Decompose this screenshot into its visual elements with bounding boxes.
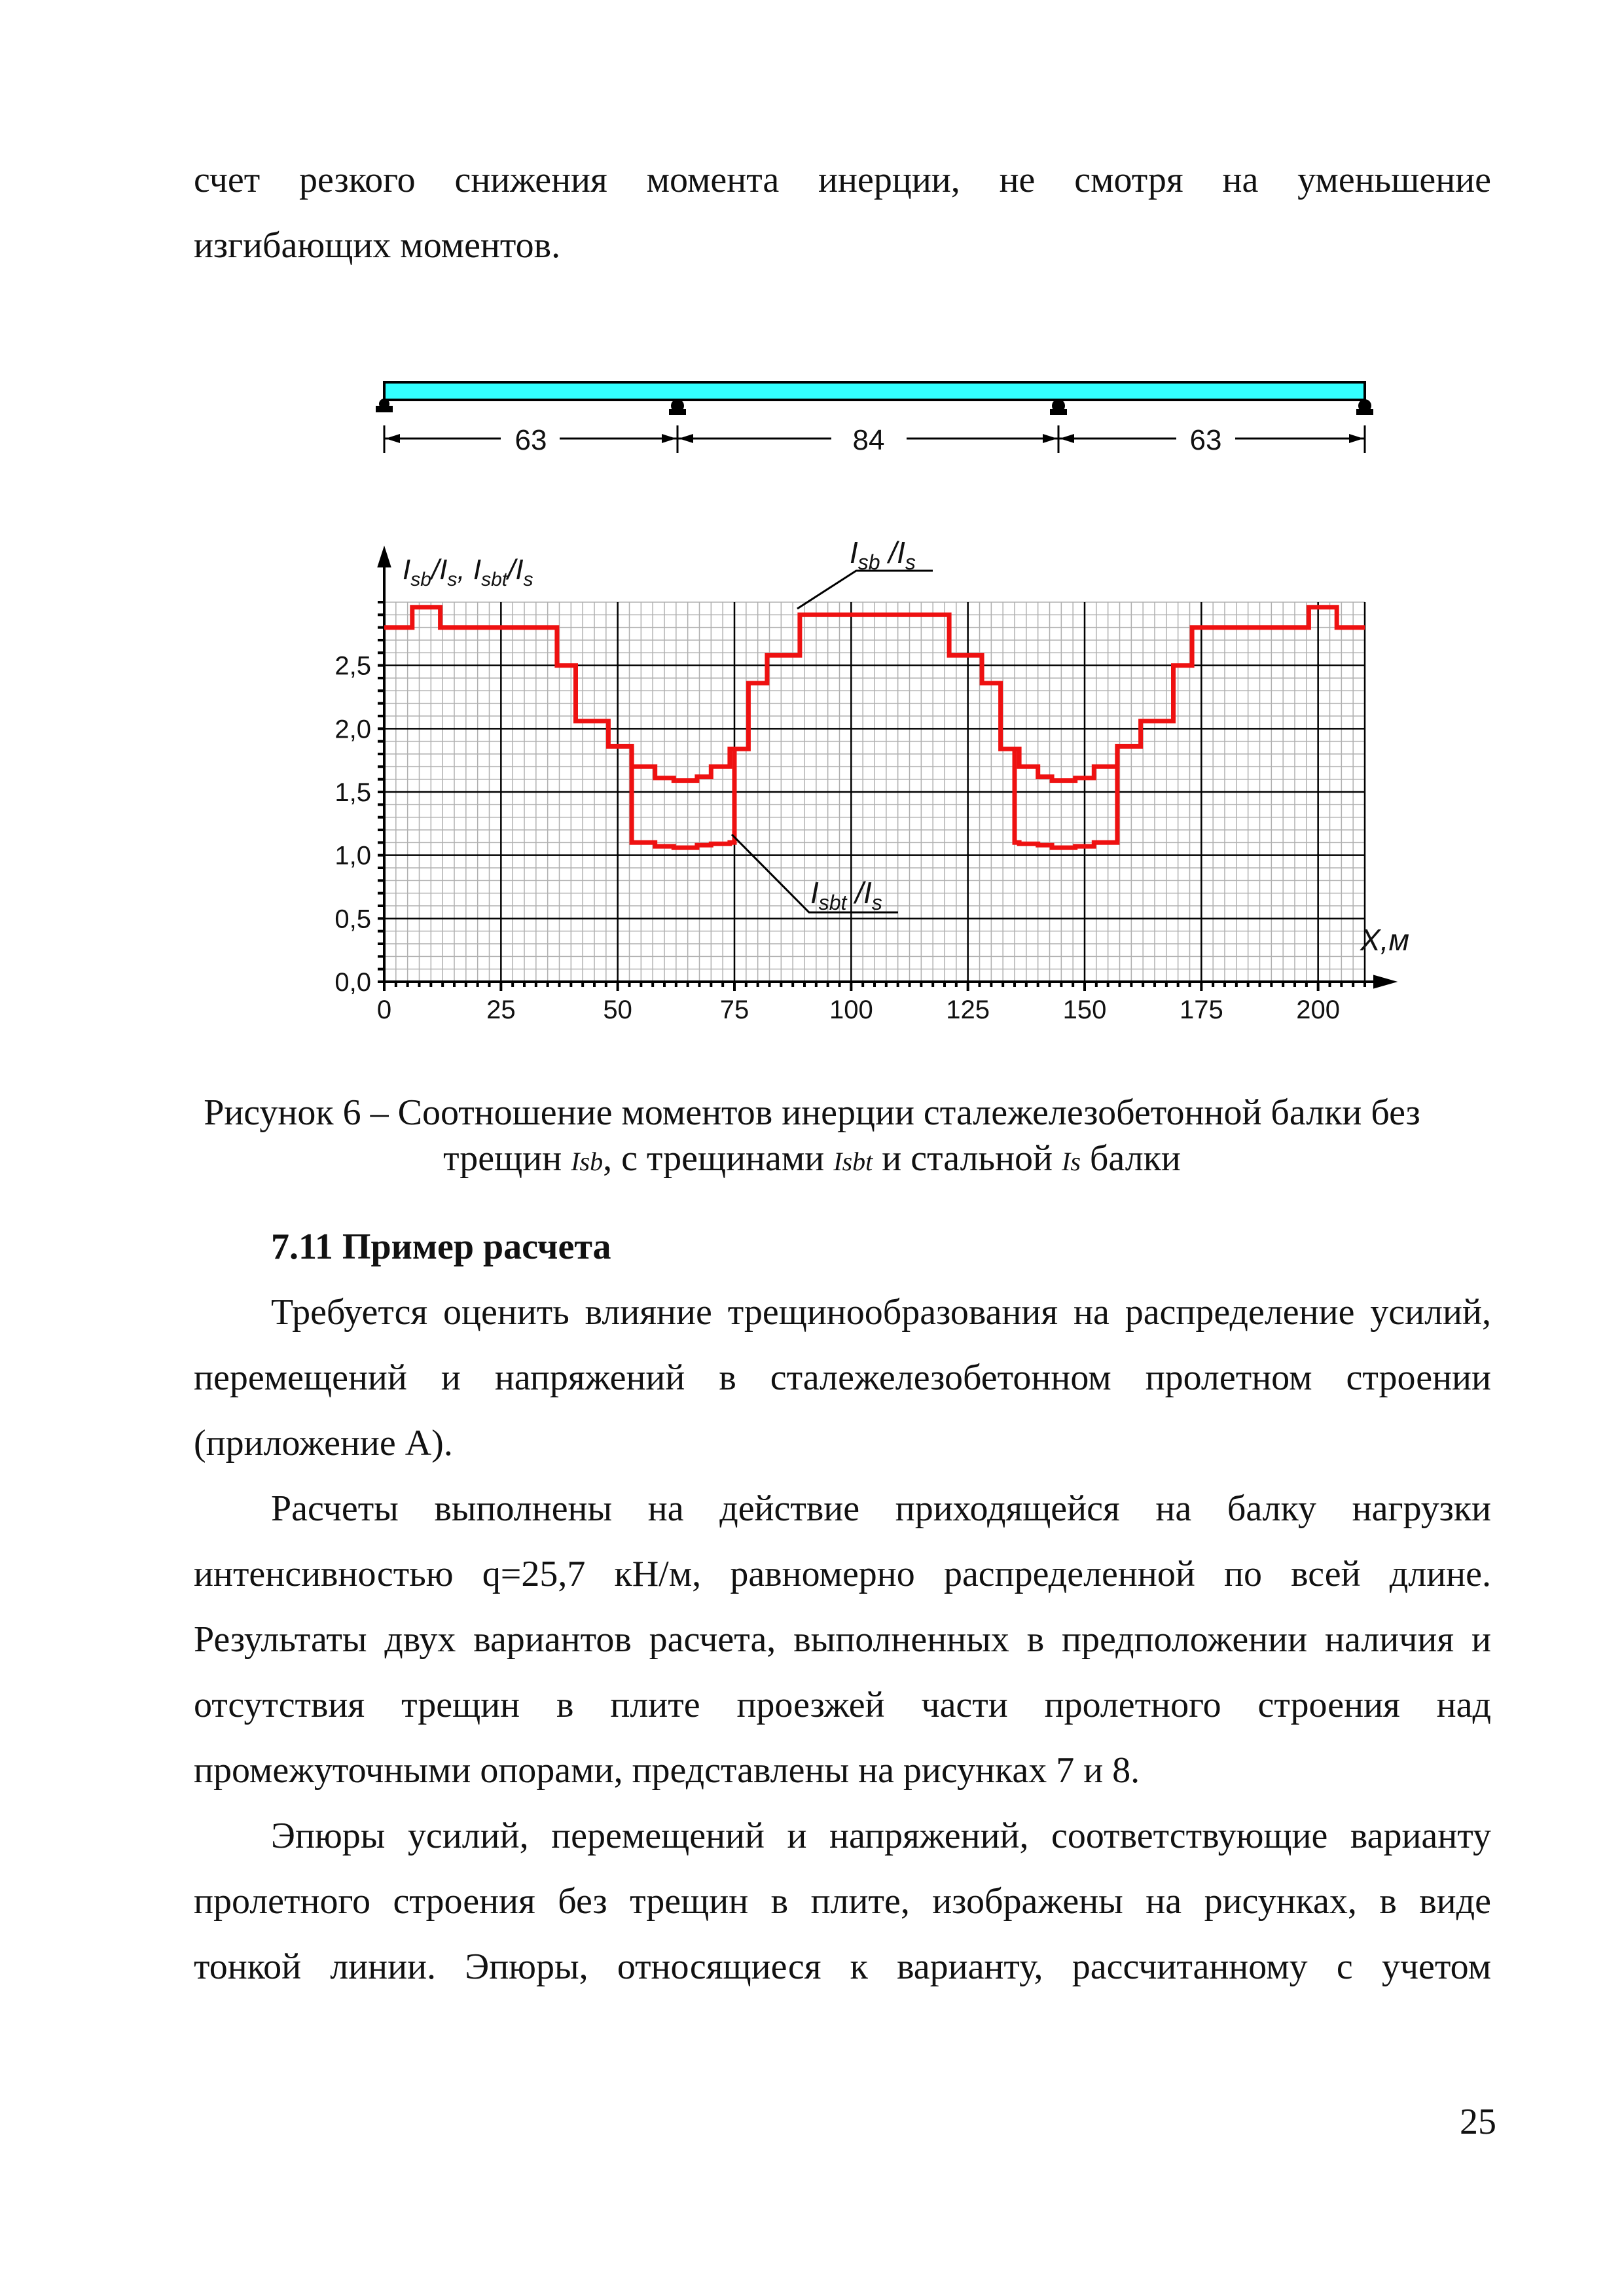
figure-caption-line-2	[0, 1136, 1624, 1185]
intro-line-2: изгибающих моментов.	[194, 225, 561, 266]
ticks	[378, 602, 1365, 991]
y-tick-label: 0,0	[334, 968, 371, 997]
page-number: 25	[1460, 2102, 1496, 2142]
paragraph-3-line-3: тонкой линии. Эпюры, относящиеся к варианту, рассчитанному с учетом	[194, 1946, 1491, 1987]
paragraph-3-line-1: Эпюры усилий, перемещений и напряжений, соответствующие варианту	[271, 1816, 1491, 1856]
paragraph-2-line-4: отсутствия трещин в плите проезжей части пролетного строения над	[194, 1685, 1491, 1725]
symbol-isb: Isb	[571, 1147, 604, 1176]
symbol-isbt: Isbt	[833, 1147, 873, 1176]
support-icon	[1356, 399, 1373, 415]
paragraph-1-line-3: (приложение А).	[194, 1423, 453, 1463]
support-icon	[1050, 399, 1067, 415]
paragraph-2-line-5: промежуточными опорами, представлены на рисунках 7 и 8.	[194, 1750, 1140, 1791]
y-tick-label: 0,5	[334, 905, 371, 934]
intro-line-1: счет резкого снижения момента инерции, не смотря на уменьшение	[194, 160, 1491, 200]
section-heading: 7.11 Пример расчета	[271, 1227, 611, 1267]
x-tick-label: 175	[1179, 996, 1223, 1024]
beam-scheme	[0, 0, 1624, 511]
x-tick-label: 25	[486, 996, 516, 1024]
annotation-isb: $I_{sb}$ $/I_s$	[850, 535, 916, 574]
x-tick-label: 50	[603, 996, 632, 1024]
support-icon	[669, 399, 686, 415]
span-label-2: 84	[852, 424, 885, 456]
y-tick-label: 1,0	[334, 841, 371, 870]
paragraph-1-line-1: Требуется оценить влияние трещинообразования на распределение усилий,	[271, 1292, 1491, 1333]
span-label-1: 63	[514, 424, 547, 456]
caption-part: и стальной	[873, 1138, 1062, 1179]
span-label-3: 63	[1189, 424, 1222, 456]
caption-part: балки	[1080, 1138, 1181, 1179]
series-line-3	[1015, 746, 1117, 848]
y-tick-label: 2,0	[334, 715, 371, 744]
caption-part: трещин	[443, 1138, 571, 1179]
paragraph-2-line-3: Результаты двух вариантов расчета, выполненных в предположении наличия и	[194, 1619, 1491, 1660]
paragraph-2-line-2: интенсивностью q=25,7 кН/м, равномерно распределенной по всей длине.	[194, 1554, 1491, 1594]
y-tick-labels	[334, 652, 371, 997]
x-tick-label: 125	[946, 996, 990, 1024]
x-axis-arrow	[1375, 977, 1393, 987]
x-tick-label: 100	[829, 996, 873, 1024]
y-tick-label: 2,5	[334, 651, 371, 681]
paragraph-1-line-2: перемещений и напряжений в сталежелезобетонном пролетном строении	[194, 1357, 1491, 1398]
x-tick-label: 0	[376, 996, 392, 1024]
x-tick-label: 75	[719, 996, 749, 1024]
paragraph-3-line-2: пролетного строения без трещин в плите, изображены на рисунках, в виде	[194, 1881, 1491, 1922]
beam-body	[384, 382, 1365, 400]
x-tick-label: 200	[1296, 996, 1341, 1024]
inertia-ratio-chart	[0, 511, 1624, 1073]
x-axis-label: X,м	[1360, 923, 1409, 957]
symbol-is: Is	[1062, 1147, 1081, 1176]
y-tick-label: 1,5	[334, 778, 371, 807]
x-tick-labels	[377, 996, 1340, 1024]
caption-part: , с трещинами	[603, 1138, 834, 1179]
y-axis-label: $I_{sb}/I_s$, $I_{sbt}/I_s$	[403, 554, 533, 590]
y-axis-arrow	[379, 550, 389, 566]
annotation-isbt: $I_{sbt}$ $/I_s$	[810, 876, 882, 914]
figure-caption-line-1: Рисунок 6 – Соотношение моментов инерции сталежелезобетонной балки без	[204, 1092, 1420, 1133]
x-tick-label: 150	[1062, 996, 1107, 1024]
series-line-2	[632, 746, 734, 848]
paragraph-2-line-1: Расчеты выполнены на действие приходящейся на балку нагрузки	[271, 1488, 1491, 1529]
